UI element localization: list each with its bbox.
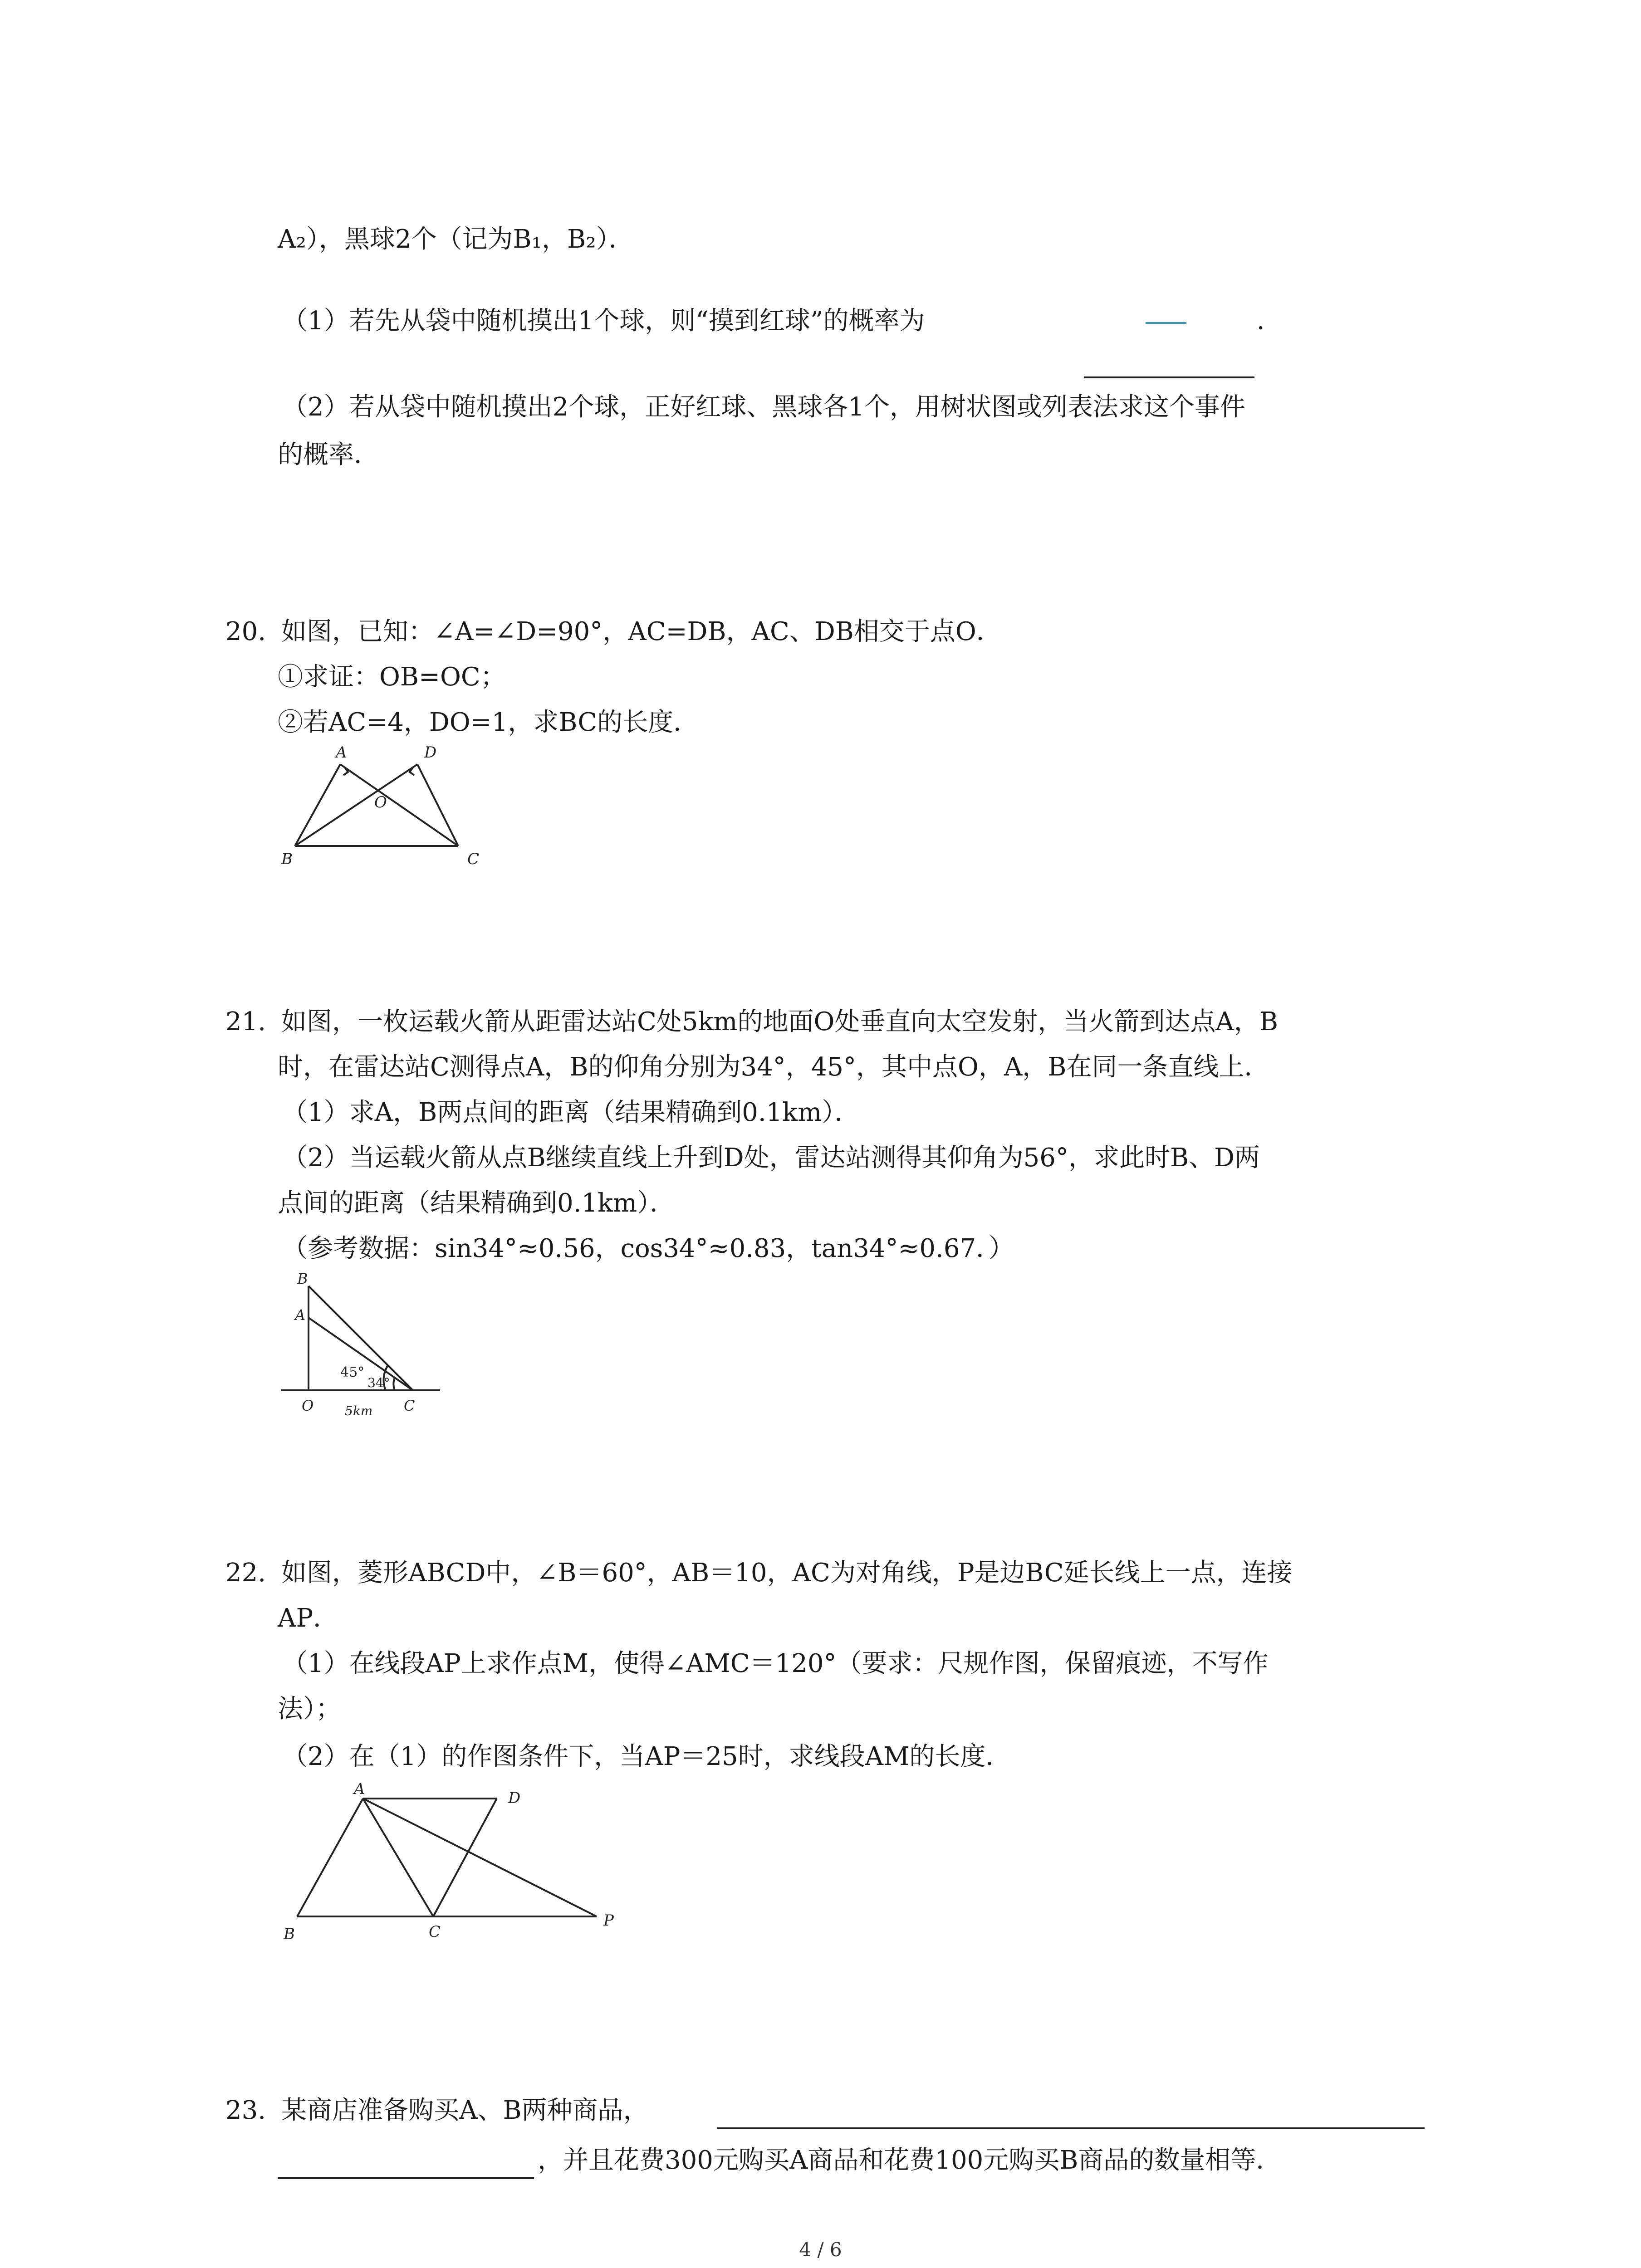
q22-label-p: P bbox=[603, 1911, 614, 1930]
q19-fraction-mark bbox=[1146, 322, 1186, 324]
q21-label-b: B bbox=[297, 1270, 308, 1287]
q21-label-34: 34° bbox=[367, 1375, 390, 1390]
q22-part1-a: （1）在线段AP上求作点M，使得∠AMC＝120°（要求：尺规作图，保留痕迹，不写作 bbox=[282, 1649, 1269, 1678]
q22-part2: （2）在（1）的作图条件下，当AP＝25时，求线段AM的长度． bbox=[282, 1742, 1011, 1771]
q19-line1: A₂），黑球2个（记为B₁，B₂）． bbox=[278, 225, 634, 254]
q20-label-c: C bbox=[467, 850, 480, 868]
q21-label-5km: 5km bbox=[345, 1403, 373, 1418]
q20-figure bbox=[272, 744, 499, 880]
q19-part2-b: 的概率． bbox=[278, 440, 379, 469]
q20-stem: 如图，已知：∠A=∠D=90°，AC=DB，AC、DB相交于点O． bbox=[281, 617, 1002, 646]
q22-label-a: A bbox=[354, 1780, 365, 1798]
q20-label-d: D bbox=[424, 743, 437, 762]
q20-item2: ②若AC=4，DO=1，求BC的长度． bbox=[278, 708, 699, 737]
q21-stem-a: 如图，一枚运载火箭从距雷达站C处5km的地面O处垂直向太空发射，当火箭到达点A，B bbox=[281, 1007, 1279, 1036]
q20-item1: ①求证：OB=OC； bbox=[278, 662, 506, 692]
q20-number: 20. bbox=[225, 617, 266, 646]
q21-label-a: A bbox=[295, 1306, 306, 1324]
q22-part1-b: 法）； bbox=[278, 1694, 341, 1724]
page-number: 4 / 6 bbox=[799, 2239, 842, 2261]
q22-label-b: B bbox=[284, 1925, 295, 1943]
q19-part2-a: （2）若从袋中随机摸出2个球，正好红球、黑球各1个，用树状图或列表法求这个事件 bbox=[282, 392, 1245, 422]
q22-stem-a: 如图，菱形ABCD中，∠B＝60°，AB＝10，AC为对角线，P是边BC延长线上一点，连接 bbox=[281, 1558, 1293, 1588]
q20-label-b: B bbox=[281, 850, 293, 868]
q21-label-c: C bbox=[404, 1397, 415, 1414]
q21-part2-a: （2）当运载火箭从点B继续直线上升到D处，雷达站测得其仰角为56°，求此时B、D两 bbox=[282, 1143, 1260, 1173]
q23-stem-b: ，并且花费300元购买A商品和花费100元购买B商品的数量相等． bbox=[538, 2146, 1282, 2175]
q20-label-o: O bbox=[374, 793, 387, 811]
q21-ref: （参考数据：sin34°≈0.56，cos34°≈0.83，tan34°≈0.67．） bbox=[282, 1234, 1014, 1263]
q23-number: 23. bbox=[225, 2096, 266, 2125]
q21-part1: （1）求A，B两点间的距离（结果精确到0.1km）． bbox=[282, 1098, 860, 1127]
q21-figure bbox=[272, 1266, 454, 1429]
q22-figure bbox=[272, 1778, 635, 1950]
q22-number: 22. bbox=[225, 1558, 266, 1588]
q23-answer-blank-1[interactable] bbox=[717, 2127, 1425, 2129]
q21-label-o: O bbox=[302, 1397, 314, 1414]
q22-stem-b: AP． bbox=[278, 1603, 339, 1633]
q21-part2-b: 点间的距离（结果精确到0.1km）． bbox=[278, 1188, 676, 1218]
q22-label-c: C bbox=[429, 1923, 441, 1941]
q19-part1-end: ． bbox=[1257, 306, 1282, 336]
q21-number: 21. bbox=[225, 1007, 266, 1036]
q19-part1: （1）若先从袋中随机摸出1个球，则“摸到红球”的概率为 bbox=[282, 306, 925, 336]
q23-answer-blank-2[interactable] bbox=[278, 2177, 534, 2179]
q19-answer-blank[interactable] bbox=[1084, 376, 1254, 378]
q21-label-45: 45° bbox=[340, 1364, 365, 1380]
q23-stem-a: 某商店准备购买A、B两种商品， bbox=[281, 2096, 649, 2125]
q22-label-d: D bbox=[508, 1789, 521, 1807]
q20-label-a: A bbox=[336, 743, 347, 762]
q21-stem-b: 时，在雷达站C测得点A，B的仰角分别为34°，45°，其中点O，A，B在同一条直线上． bbox=[278, 1052, 1270, 1082]
